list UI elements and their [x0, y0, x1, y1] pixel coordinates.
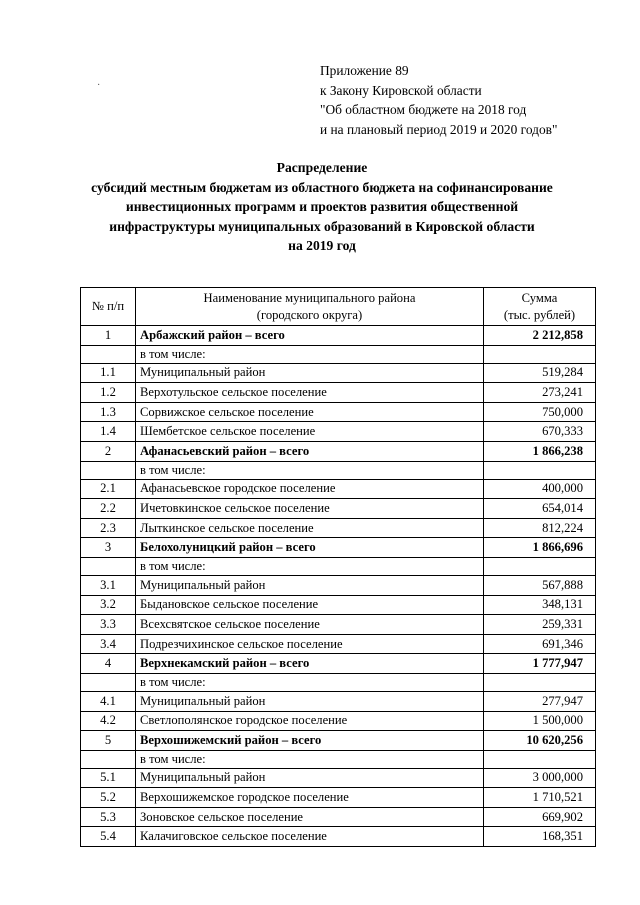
title-line: на 2019 год	[288, 238, 356, 254]
table-row	[81, 654, 596, 674]
appendix-line: Приложение 89	[320, 63, 409, 78]
table-header-row	[81, 288, 596, 326]
row-number: 3.1	[81, 575, 136, 595]
appendix-line: и на плановый период 2019 и 2020 годов"	[320, 121, 558, 137]
row-name: Верхошижемское городское поселение	[136, 788, 484, 808]
row-number: 2	[81, 441, 136, 461]
row-sum: 1 866,238	[484, 441, 596, 461]
row-sum: 259,331	[484, 615, 596, 635]
table-row	[81, 788, 596, 808]
table-row	[81, 363, 596, 383]
table-row	[81, 595, 596, 615]
row-number: 3.3	[81, 615, 136, 635]
row-number: 1.1	[81, 363, 136, 383]
table-row	[81, 575, 596, 595]
row-sum: 1 710,521	[484, 788, 596, 808]
row-name: Муниципальный район	[136, 575, 484, 595]
row-sum: 654,014	[484, 499, 596, 519]
row-number: 4	[81, 654, 136, 674]
row-sum: 567,888	[484, 575, 596, 595]
row-sum: 3 000,000	[484, 768, 596, 788]
row-number: 5	[81, 731, 136, 751]
table-row	[81, 383, 596, 403]
table-row	[81, 691, 596, 711]
row-number: 4.1	[81, 691, 136, 711]
header-name-line2: (городского округа)	[256, 307, 363, 322]
header-sum-line2: (тыс. рублей)	[503, 307, 576, 322]
row-name: Светлополянское городское поселение	[136, 711, 484, 731]
row-name: Верхошижемский район – всего	[136, 731, 484, 751]
table-row	[81, 750, 596, 768]
row-sum: 2 212,858	[484, 326, 596, 346]
row-sum: 348,131	[484, 595, 596, 615]
header-num: № п/п	[81, 288, 136, 326]
row-sum: 10 620,256	[484, 731, 596, 751]
table-row	[81, 326, 596, 346]
table-row	[81, 634, 596, 654]
row-sum: 519,284	[484, 363, 596, 383]
row-number: 1.2	[81, 383, 136, 403]
row-number	[81, 461, 136, 479]
row-name: в том числе:	[136, 750, 484, 768]
table-row	[81, 827, 596, 847]
row-name: Муниципальный район	[136, 768, 484, 788]
row-name: Афанасьевское городское поселение	[136, 479, 484, 499]
row-name: Афанасьевский район – всего	[136, 441, 484, 461]
row-number: 5.3	[81, 807, 136, 827]
table-row	[81, 479, 596, 499]
table-row	[81, 711, 596, 731]
row-sum: 812,224	[484, 518, 596, 538]
row-sum	[484, 345, 596, 363]
row-number: 3.2	[81, 595, 136, 615]
row-number: 5.1	[81, 768, 136, 788]
row-number	[81, 673, 136, 691]
row-sum: 273,241	[484, 383, 596, 403]
row-sum: 1 866,696	[484, 538, 596, 558]
row-number: 3.4	[81, 634, 136, 654]
row-name: Верхнекамский район – всего	[136, 654, 484, 674]
row-number: 5.4	[81, 827, 136, 847]
row-sum: 168,351	[484, 827, 596, 847]
title-line: инфраструктуры муниципальных образований в Кировской области	[109, 218, 535, 234]
row-sum: 669,902	[484, 807, 596, 827]
table-row	[81, 441, 596, 461]
table-row	[81, 615, 596, 635]
row-sum	[484, 750, 596, 768]
row-name: Муниципальный район	[136, 363, 484, 383]
row-name: Белохолуницкий район – всего	[136, 538, 484, 558]
row-number: 1.4	[81, 422, 136, 442]
row-name: Зоновское сельское поселение	[136, 807, 484, 827]
table-row	[81, 768, 596, 788]
row-sum: 670,333	[484, 422, 596, 442]
table-row	[81, 673, 596, 691]
row-sum	[484, 557, 596, 575]
header-sum	[484, 288, 596, 326]
table-row	[81, 731, 596, 751]
row-name: Сорвижское сельское поселение	[136, 402, 484, 422]
row-number: 2.1	[81, 479, 136, 499]
table-row	[81, 557, 596, 575]
row-number	[81, 557, 136, 575]
row-name: Лыткинское сельское поселение	[136, 518, 484, 538]
table-row	[81, 402, 596, 422]
row-number	[81, 750, 136, 768]
row-name: Калачиговское сельское поселение	[136, 827, 484, 847]
table-body	[81, 326, 596, 847]
row-name: Ичетовкинское сельское поселение	[136, 499, 484, 519]
table-row	[81, 538, 596, 558]
title-line: субсидий местным бюджетам из областного бюджета на софинансирование	[91, 179, 553, 195]
row-sum: 277,947	[484, 691, 596, 711]
row-name: Шембетское сельское поселение	[136, 422, 484, 442]
table-row	[81, 461, 596, 479]
table-row	[81, 422, 596, 442]
row-name: в том числе:	[136, 461, 484, 479]
row-name: Всехсвятское сельское поселение	[136, 615, 484, 635]
row-number: 2.3	[81, 518, 136, 538]
header-name	[136, 288, 484, 326]
document-title	[52, 158, 592, 256]
row-number	[81, 345, 136, 363]
row-name: в том числе:	[136, 673, 484, 691]
row-name: в том числе:	[136, 557, 484, 575]
row-name: Муниципальный район	[136, 691, 484, 711]
subsidy-table	[80, 287, 596, 847]
row-number: 4.2	[81, 711, 136, 731]
row-number: 5.2	[81, 788, 136, 808]
table-row	[81, 499, 596, 519]
row-number: 1	[81, 326, 136, 346]
table-row	[81, 807, 596, 827]
appendix-note	[320, 61, 557, 139]
row-name: Быдановское сельское поселение	[136, 595, 484, 615]
appendix-line: к Закону Кировской области	[320, 82, 482, 98]
row-name: в том числе:	[136, 345, 484, 363]
table-row	[81, 345, 596, 363]
row-sum	[484, 461, 596, 479]
row-name: Подрезчихинское сельское поселение	[136, 634, 484, 654]
title-line: инвестиционных программ и проектов развития общественной	[125, 199, 519, 215]
scan-dot: ·	[97, 80, 101, 91]
row-number: 3	[81, 538, 136, 558]
row-sum: 1 500,000	[484, 711, 596, 731]
row-sum: 750,000	[484, 402, 596, 422]
row-number: 2.2	[81, 499, 136, 519]
table-row	[81, 518, 596, 538]
row-sum	[484, 673, 596, 691]
row-sum: 691,346	[484, 634, 596, 654]
row-name: Верхотульское сельское поселение	[136, 383, 484, 403]
row-sum: 1 777,947	[484, 654, 596, 674]
appendix-line: "Об областном бюджете на 2018 год	[320, 102, 527, 117]
title-line: Распределение	[276, 160, 368, 175]
row-number: 1.3	[81, 402, 136, 422]
header-sum-line1: Сумма	[521, 290, 558, 305]
header-name-line1: Наименование муниципального района	[203, 290, 416, 305]
row-name: Арбажский район – всего	[136, 326, 484, 346]
row-sum: 400,000	[484, 479, 596, 499]
